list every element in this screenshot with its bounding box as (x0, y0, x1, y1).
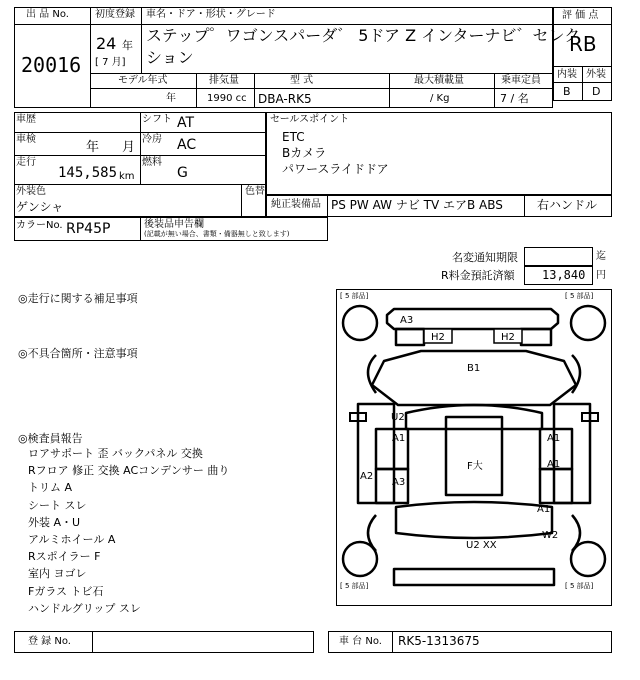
deadline-label: 名変通知期限 (452, 251, 518, 264)
sales-point-1: ETC (282, 130, 305, 144)
mark-a1-right-front-door: A1 (547, 433, 561, 444)
exterior-label: 外装 (586, 69, 606, 80)
mileage-unit: km (119, 171, 135, 182)
exterior-grade: D (592, 85, 601, 98)
mark-f-large-roof: F大 (467, 461, 483, 472)
driving-notes-label: ◎走行に関する補足事項 (18, 292, 138, 305)
capacity-label: 乗車定員 (501, 75, 541, 86)
model-year-label: モデル年式 (118, 75, 168, 86)
inspector-line: シート スレ (28, 498, 87, 512)
deadline-unit: 迄 (596, 251, 606, 262)
sales-point-2: Bカメラ (282, 146, 327, 160)
history-label: 車歴 (16, 114, 36, 125)
chassis-label: 車 台 No. (339, 636, 382, 647)
inspector-line: トリム A (28, 481, 73, 495)
aftermarket-note: (記載が無い場合、書類・備器無しと致します) (144, 230, 290, 238)
reg-month: [ 7 月] (95, 57, 126, 68)
mark-a3-left-rear-door: A3 (392, 477, 406, 488)
mileage-label: 走行 (16, 157, 36, 168)
interior-label: 内装 (557, 69, 577, 80)
fuel-value: G (177, 165, 188, 181)
score-value: RB (569, 32, 597, 56)
fuel-label: 燃料 (142, 157, 162, 168)
handle-value: 右ハンドル (537, 198, 598, 212)
displacement-label: 排気量 (209, 75, 239, 86)
tire-label-top-left: [ 5 部品] (340, 292, 369, 300)
shift-label: シフト (142, 114, 172, 125)
chassis-value: RK5-1313675 (398, 634, 480, 648)
inspector-line: ロアサポート 歪 バックパネル 交換 (28, 447, 203, 460)
aftermarket-label: 後装品申告欄 (144, 219, 204, 230)
mark-h2-right: H2 (501, 332, 515, 343)
wheel-front-right (571, 306, 605, 340)
lot-label: 出 品 No. (26, 9, 69, 20)
deadline-box (524, 247, 593, 266)
max-load-value: / Kg (430, 93, 450, 104)
mark-u2-xx-rear: U2 XX (466, 540, 497, 551)
mark-a2-left: A2 (360, 471, 374, 482)
tire-label-bottom-left: [ 5 部品] (340, 582, 369, 590)
car-name-line2: ション (146, 48, 194, 67)
defects-label: ◎不具合箇所・注意事項 (18, 347, 138, 360)
car-name-line1: ステップ゜ワゴンスパーダ゛ 5ドア Z インターナビ゛セレク (146, 26, 581, 45)
car-damage-diagram (336, 289, 612, 606)
type-label: 型 式 (290, 75, 314, 86)
mark-u2-left: U2 (391, 412, 405, 423)
mileage-value: 145,585 (58, 165, 118, 181)
color-no-label: カラーNo. (16, 220, 63, 231)
recycle-value: 13,840 (542, 268, 586, 282)
ext-color-label: 外装色 (16, 186, 46, 197)
sales-point-3: パワースライドドア (282, 162, 389, 176)
factory-equip-label: 純正装備品 (271, 199, 321, 210)
inspector-line: 外装 A・U (28, 515, 81, 529)
lot-number: 20016 (21, 53, 82, 77)
inspector-line: ハンドルグリップ スレ (28, 601, 141, 615)
reg-year: 24 (96, 34, 117, 53)
ac-value: AC (177, 137, 197, 153)
inspector-line: 室内 ヨゴレ (28, 567, 87, 581)
displacement-value: 1990 cc (207, 93, 247, 104)
inspector-line: Rスポイラー F (28, 550, 101, 564)
sales-points-label: セールスポイント (270, 114, 350, 125)
mark-b1-hood: B1 (467, 363, 481, 374)
mark-a1-right-rear-door: A1 (547, 459, 561, 470)
score-label: 評 価 点 (562, 10, 599, 21)
mark-a1-left-front-door: A1 (392, 433, 406, 444)
factory-equip-value: PS PW AW ナビ TV エアB ABS (331, 198, 503, 212)
mark-w2-rear: W2 (542, 530, 559, 541)
inspector-line: Rフロア 修正 交換 ACコンデンサー 曲り (28, 464, 230, 478)
reg-year-unit: 年 (122, 39, 133, 52)
mark-h2-left: H2 (431, 332, 445, 343)
shift-value: AT (177, 115, 195, 131)
color-change-label: 色替 (245, 186, 265, 197)
tire-label-bottom-right: [ 5 部品] (565, 582, 594, 590)
name-label: 車名・ドア・形状・グレード (146, 9, 276, 20)
interior-grade: B (563, 85, 571, 98)
type-value: DBA-RK5 (258, 92, 312, 106)
first-reg-label: 初度登録 (95, 9, 135, 20)
ac-label: 冷房 (142, 134, 162, 145)
max-load-label: 最大積載量 (414, 75, 464, 86)
recycle-label: R料金預託済額 (441, 269, 515, 282)
inspector-label: ◎検査員報告 (18, 432, 83, 445)
capacity-value: 7 / 名 (500, 92, 529, 105)
inspection-month-unit: 月 (122, 140, 136, 155)
inspection-label: 車検 (16, 134, 36, 145)
inspector-line: Fガラス トビ石 (28, 584, 104, 598)
inspection-year-unit: 年 (86, 140, 100, 155)
color-no-value: RP45P (66, 221, 111, 237)
wheel-front-left (343, 306, 377, 340)
inspector-line: アルミホイール A (28, 533, 116, 546)
tire-label-top-right: [ 5 部品] (565, 292, 594, 300)
recycle-unit: 円 (596, 270, 606, 281)
mark-a1-right-rear: A1 (537, 504, 551, 515)
mark-a3-front: A3 (400, 315, 414, 326)
model-year-unit: 年 (166, 93, 176, 104)
ext-color-value: ゲンシャ (16, 200, 64, 214)
reg-no-label: 登 録 No. (28, 636, 71, 647)
